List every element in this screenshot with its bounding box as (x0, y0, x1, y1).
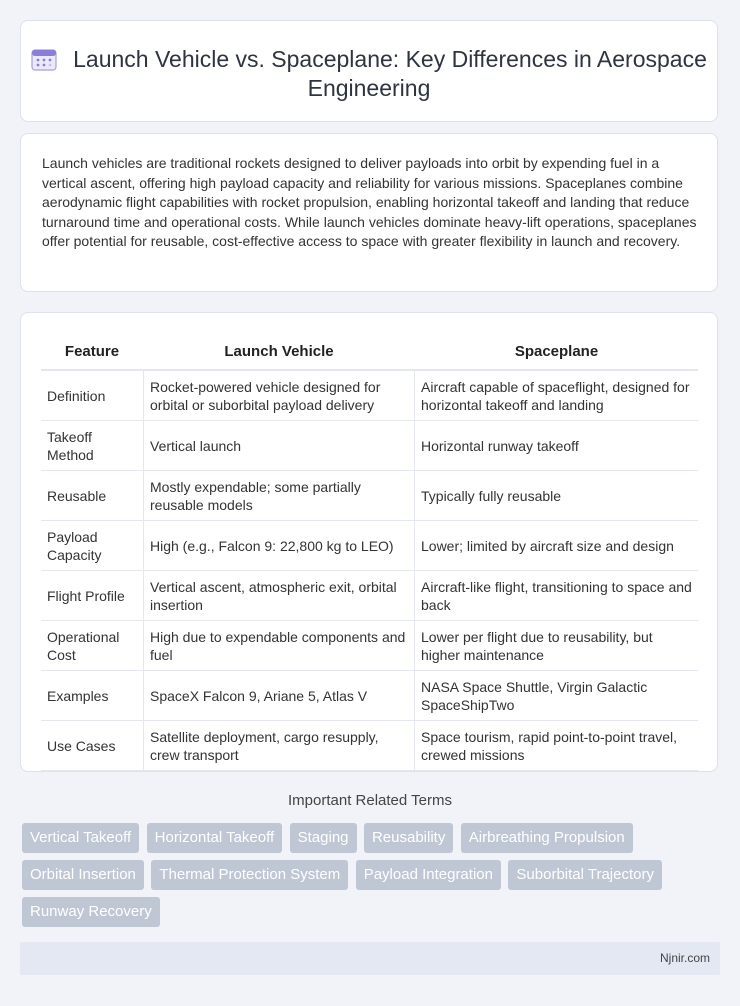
page-title: Launch Vehicle vs. Spaceplane: Key Differences in Aerospace Engineering (73, 46, 707, 101)
related-term-tag[interactable]: Staging (290, 823, 357, 853)
table-row (41, 521, 698, 571)
calendar-icon (31, 47, 57, 71)
related-term-tag[interactable]: Vertical Takeoff (22, 823, 139, 853)
table-header-row (41, 331, 698, 370)
row-launch-vehicle: Rocket-powered vehicle designed for orbital or suborbital payload delivery (144, 370, 415, 421)
row-feature: Operational Cost (41, 621, 144, 671)
row-launch-vehicle: Vertical launch (144, 421, 415, 471)
row-feature: Flight Profile (41, 571, 144, 621)
header-launch-vehicle: Launch Vehicle (144, 331, 415, 370)
row-feature: Takeoff Method (41, 421, 144, 471)
row-spaceplane: NASA Space Shuttle, Virgin Galactic SpaceShipTwo (415, 671, 699, 721)
related-term-tag[interactable]: Airbreathing Propulsion (461, 823, 633, 853)
related-term-tag[interactable]: Reusability (364, 823, 453, 853)
row-spaceplane: Lower; limited by aircraft size and design (415, 521, 699, 571)
table-row (41, 621, 698, 671)
row-launch-vehicle: SpaceX Falcon 9, Ariane 5, Atlas V (144, 671, 415, 721)
title-card (20, 20, 718, 122)
row-launch-vehicle: Vertical ascent, atmospheric exit, orbital insertion (144, 571, 415, 621)
header-feature: Feature (41, 331, 144, 370)
related-term-tag[interactable]: Runway Recovery (22, 897, 160, 927)
row-spaceplane: Lower per flight due to reusability, but higher maintenance (415, 621, 699, 671)
comparison-card (20, 312, 718, 772)
table-row (41, 721, 698, 771)
intro-card (20, 133, 718, 292)
comparison-table (41, 331, 698, 771)
page-title-block (21, 45, 717, 103)
row-feature: Definition (41, 370, 144, 421)
related-terms-title: Important Related Terms (288, 792, 452, 809)
table-row (41, 471, 698, 521)
table-row (41, 421, 698, 471)
row-feature: Payload Capacity (41, 521, 144, 571)
header-spaceplane: Spaceplane (415, 331, 699, 370)
row-spaceplane: Aircraft-like flight, transitioning to space and back (415, 571, 699, 621)
table-row (41, 370, 698, 421)
footer (20, 942, 720, 975)
row-spaceplane: Horizontal runway takeoff (415, 421, 699, 471)
table-row (41, 571, 698, 621)
related-term-tag[interactable]: Payload Integration (356, 860, 501, 890)
table-row (41, 671, 698, 721)
row-spaceplane: Space tourism, rapid point-to-point travel, crewed missions (415, 721, 699, 771)
related-term-tag[interactable]: Suborbital Trajectory (508, 860, 662, 890)
related-term-tag[interactable]: Horizontal Takeoff (147, 823, 283, 853)
related-terms-list (22, 823, 722, 934)
related-term-tag[interactable]: Orbital Insertion (22, 860, 144, 890)
row-launch-vehicle: High (e.g., Falcon 9: 22,800 kg to LEO) (144, 521, 415, 571)
row-launch-vehicle: High due to expendable components and fuel (144, 621, 415, 671)
row-launch-vehicle: Mostly expendable; some partially reusable models (144, 471, 415, 521)
footer-site-link[interactable]: Njnir.com (659, 951, 710, 965)
intro-paragraph: Launch vehicles are traditional rockets designed to deliver payloads into orbit by expending fuel in a vertical ascent, offering high payload capacity and reliability for various missions. Spaceplanes combine aerodynamic flight capabilities with rocket propulsion, enabling horizontal takeoff and landing that reduce turnaround time and operational costs. While launch vehicles dominate heavy-lift operations, spaceplanes offer potential for reusable, cost-effective access to space with greater flexibility in launch and recovery. (42, 155, 697, 250)
related-term-tag[interactable]: Thermal Protection System (151, 860, 348, 890)
row-spaceplane: Typically fully reusable (415, 471, 699, 521)
row-feature: Examples (41, 671, 144, 721)
row-spaceplane: Aircraft capable of spaceflight, designed for horizontal takeoff and landing (415, 370, 699, 421)
row-launch-vehicle: Satellite deployment, cargo resupply, crew transport (144, 721, 415, 771)
row-feature: Use Cases (41, 721, 144, 771)
row-feature: Reusable (41, 471, 144, 521)
